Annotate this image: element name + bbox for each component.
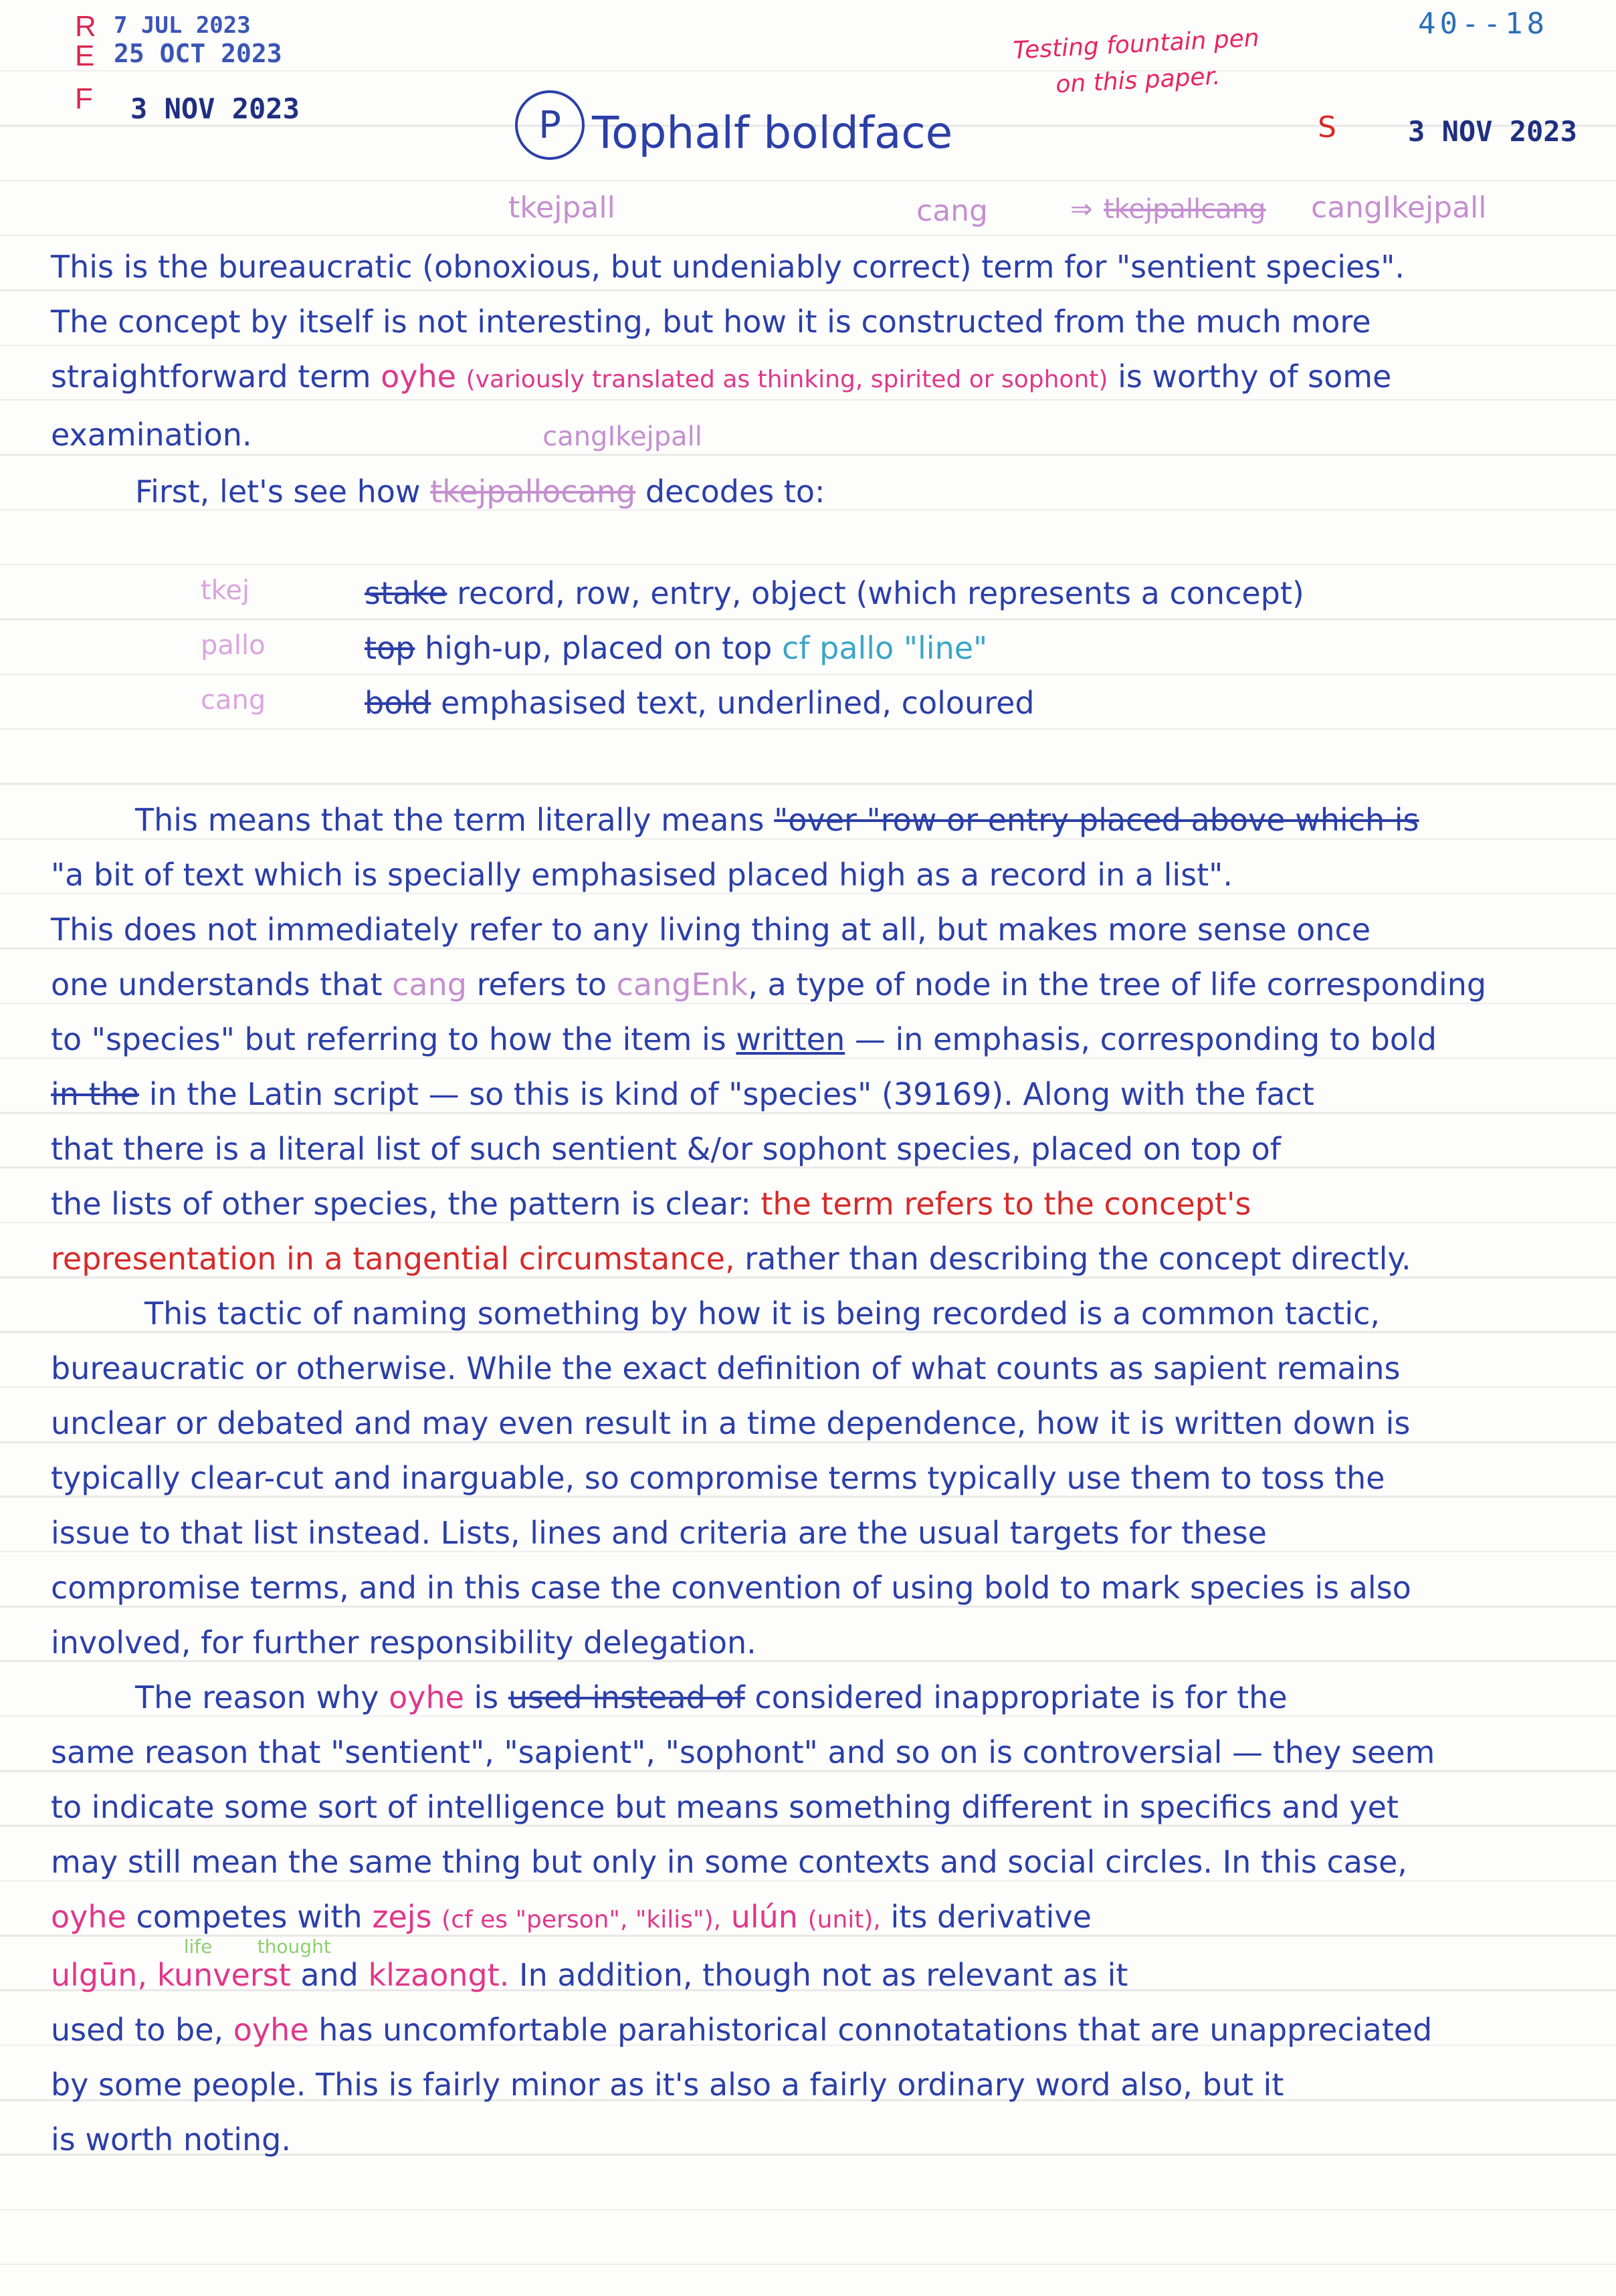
p4-line-7 [51, 2002, 1583, 2057]
p2-line-9-red: representation in a tangential circumstance, [51, 1241, 735, 1277]
margin-note-line-2: on this paper. [1055, 62, 1221, 99]
p4-line-1 [51, 1670, 1583, 1725]
p4-line-1-c: considered inappropriate is for the [754, 1679, 1288, 1715]
p4-line-1-b: is [474, 1679, 499, 1715]
paragraph-2 [51, 793, 1583, 1286]
date-stamp-2: 25 OCT 2023 [114, 39, 282, 68]
klzaongt-word: klzaongt. [368, 1957, 510, 1993]
gloss-struck: bold [365, 685, 431, 721]
p4-line-7-b: has uncomfortable parahistorical connotatations that are unappreciated [318, 2012, 1433, 2048]
written-word: written [736, 1021, 845, 1057]
p2-line-4-a: one understands that [51, 966, 383, 1003]
oyhe-word: oyhe [389, 1679, 464, 1715]
p4-line-1-struck: used instead of [508, 1679, 745, 1715]
p2-line-6-struck: in the [51, 1076, 140, 1112]
s-letter: S [1318, 110, 1336, 144]
p2-line-4-b: refers to [476, 966, 607, 1003]
p3-line-7: involved, for further responsibility delegation. [51, 1625, 756, 1661]
p2-line-1 [51, 793, 1583, 847]
gloss-cf-word: pallo [819, 630, 894, 666]
oyhe-word: oyhe [51, 1899, 126, 1935]
p1-line-4 [51, 407, 1583, 464]
p1-line-5-a: First, let's see how [135, 474, 421, 510]
p2-line-3: This does not immediately refer to any living thing at all, but makes more sense once [51, 912, 1371, 948]
title-circle: P [515, 90, 585, 160]
kunverst-gloss-life: life [183, 1936, 213, 1958]
p1-line-5 [51, 464, 1583, 519]
p1-line-1: This is the bureaucratic (obnoxious, but undeniably correct) term for "sentient species". [51, 249, 1405, 285]
p3-line-4: typically clear-cut and inarguable, so compromise terms typically use them to toss the [51, 1460, 1385, 1496]
p1-line-3-b: is worthy of some [1118, 358, 1392, 395]
gloss-term: tkej [201, 575, 250, 606]
date-stamp-3: 3 NOV 2023 [130, 92, 300, 125]
p4-line-3: to indicate some sort of intelligence but means something different in specifics and yet [51, 1789, 1399, 1825]
date-stamp-4: 3 NOV 2023 [1408, 115, 1577, 148]
p3-line-2: bureaucratic or otherwise. While the exact definition of what counts as sapient remains [51, 1350, 1401, 1386]
p4-line-6 [51, 1936, 1583, 2002]
p2-line-2: "a bit of text which is specially emphasised placed high as a record in a list". [51, 857, 1233, 893]
p4-line-1-a: The reason why [135, 1679, 379, 1715]
p4-line-6-a: and [300, 1957, 359, 1993]
p2-line-9 [51, 1231, 1583, 1286]
zejs-word: zejs [372, 1899, 432, 1935]
p1-line-4-text: examination. [51, 417, 252, 453]
arrow-glyph: ⇒ [1070, 194, 1093, 225]
ulun-gloss: (unit), [807, 1906, 881, 1934]
gloss-def-text: record, row, entry, object (which represents a concept) [457, 575, 1304, 611]
p4-line-8: by some people. This is fairly minor as it's also a fairly ordinary word also, but it [51, 2067, 1284, 2103]
gloss-def [365, 630, 987, 666]
gloss-def-text: high-up, placed on top [425, 630, 773, 666]
p3-line-1: This tactic of naming something by how it is being recorded is a common tactic, [144, 1295, 1381, 1332]
script-annotation-right: cangIkejpall [1311, 191, 1487, 225]
p3-line-3: unclear or debated and may even result in a time dependence, how it is written down is [51, 1405, 1411, 1441]
ref-letter-f: F [75, 82, 93, 115]
kunverst-text: kunverst [157, 1957, 291, 1993]
oyhe-word: oyhe [233, 2012, 309, 2048]
margin-note [995, 19, 1279, 106]
gloss-struck: stake [365, 575, 447, 611]
zejs-gloss: (cf es "person", "kilis"), [441, 1906, 722, 1934]
p2-line-4 [51, 957, 1583, 1012]
p2-line-8-a: the lists of other species, the pattern is clear: [51, 1186, 751, 1222]
p2-line-8 [51, 1176, 1583, 1231]
p4-line-6-b: In addition, though not as relevant as it [519, 1957, 1128, 1993]
date-stamp-1: 7 JUL 2023 [114, 12, 251, 39]
p4-line-5-b: its derivative [890, 1899, 1092, 1935]
script-annotation-left: tkejpall [508, 191, 615, 225]
gloss-struck: top [365, 630, 415, 666]
gloss-def [365, 575, 1304, 611]
p2-line-1-struck: "over "row or entry placed above which is [774, 802, 1419, 838]
ref-letters [75, 12, 96, 114]
p3-line-6: compromise terms, and in this case the convention of using bold to mark species is also [51, 1570, 1411, 1606]
reference-id: 40--18 [1418, 7, 1548, 41]
p4-line-5-a: competes with [136, 1899, 363, 1935]
p1-line-3 [51, 349, 1583, 407]
p4-line-9: is worth noting. [51, 2121, 291, 2158]
gloss-def [365, 685, 1035, 721]
paragraph-1 [51, 239, 1583, 519]
p2-line-5-a: to "species" but referring to how the item is [51, 1021, 726, 1057]
p2-line-8-red: the term refers to the concept's [761, 1186, 1251, 1222]
gloss-term: pallo [201, 630, 266, 661]
kunverst-gloss-thought: thought [257, 1936, 331, 1958]
script-annotation-mid: cang [916, 194, 988, 228]
p1-line-3-a: straightforward term [51, 358, 371, 395]
p2-line-5 [51, 1012, 1583, 1067]
p2-line-4-c: , a type of node in the tree of life corresponding [748, 966, 1487, 1003]
p2-line-5-b: — in emphasis, corresponding to bold [854, 1021, 1437, 1057]
paragraph-4 [51, 1670, 1583, 2167]
script-annotation-mid-line: cangIkejpall [542, 421, 702, 452]
gloss-cf-gloss: "line" [903, 630, 988, 666]
oyhe-word: oyhe [381, 358, 456, 395]
cangenk-word: cangEnk [616, 966, 748, 1003]
p1-line-2: The concept by itself is not interesting, but how it is constructed from the much more [51, 304, 1371, 340]
p2-line-9-b: rather than describing the concept directly. [744, 1241, 1411, 1277]
gloss-def-text: emphasised text, underlined, coloured [440, 685, 1035, 721]
p4-line-2: same reason that "sentient", "sapient", "sophont" and so on is controversial — they seem [51, 1734, 1435, 1770]
p1-line-5-struck: tkejpallocang [430, 474, 636, 510]
p3-line-5: issue to that list instead. Lists, lines and criteria are the usual targets for these [51, 1515, 1267, 1551]
p4-line-7-a: used to be, [51, 2012, 224, 2048]
p2-line-6-text: in the Latin script — so this is kind of "species" (39169). Along with the fact [148, 1076, 1314, 1112]
gloss-term: cang [201, 685, 266, 716]
p2-line-7: that there is a literal list of such sentient &/or sophont species, placed on top of [51, 1131, 1281, 1167]
ulun-word: ulún [730, 1899, 798, 1935]
oyhe-translations: (variously translated as thinking, spirited or sophont) [466, 366, 1108, 393]
page-title: Tophalf boldface [592, 107, 953, 159]
ref-letter-e: E [75, 39, 95, 72]
p2-line-6 [51, 1067, 1583, 1122]
p1-line-5-b: decodes to: [645, 474, 825, 510]
p2-line-1-a: This means that the term literally means [135, 802, 765, 838]
margin-note-line-1: Testing fountain pen [1012, 24, 1260, 65]
ref-letter-r: R [75, 10, 96, 43]
p4-line-4: may still mean the same thing but only in some contexts and social circles. In this case, [51, 1844, 1407, 1880]
cang-word: cang [392, 966, 467, 1003]
ulgun-word: ulgūn, [51, 1957, 148, 1993]
paragraph-3 [51, 1286, 1583, 1670]
script-annotation-struck: tkejpallcang [1104, 194, 1266, 225]
gloss-cf: cf [782, 630, 810, 666]
